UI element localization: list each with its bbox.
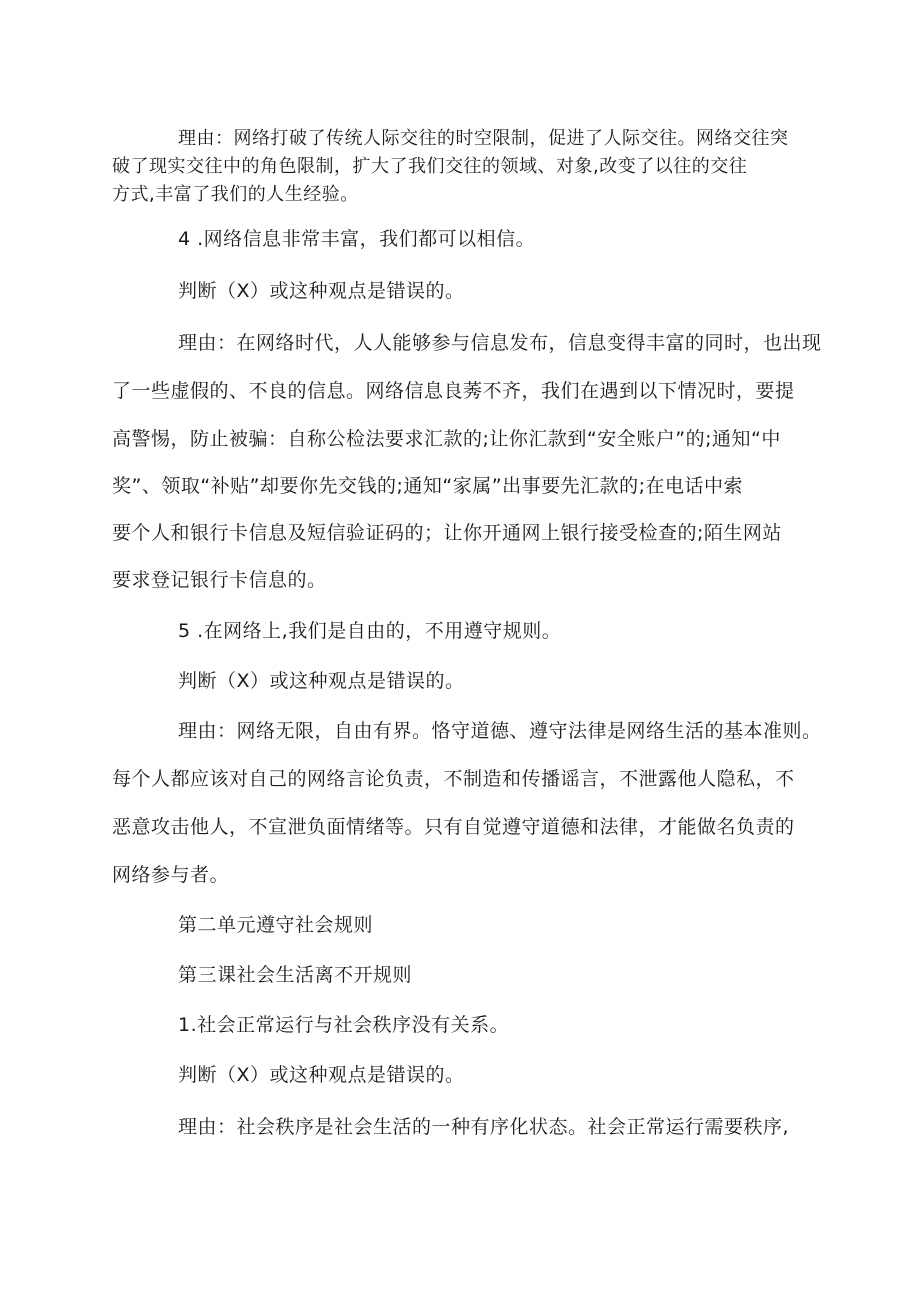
paragraph-line: 每个人都应该对自己的网络言论负责，不制造和传播谣言，不泄露他人隐私，不: [112, 768, 795, 790]
paragraph-line: 了一些虚假的、不良的信息。网络信息良莠不齐，我们在遇到以下情况时，要提: [112, 380, 795, 402]
judgement-line: 判断（X）或这种观点是错误的。: [178, 1064, 465, 1086]
paragraph-line: 理由：在网络时代，人人能够参与信息发布，信息变得丰富的同时，也出现: [178, 332, 822, 354]
paragraph-line: 理由：社会秩序是社会生活的一种有序化状态。社会正常运行需要秩序,: [178, 1116, 790, 1138]
judgement-line: 判断（X）或这种观点是错误的。: [178, 670, 465, 692]
paragraph-line: 恶意攻击他人，不宣泄负面情绪等。只有自觉遵守道德和法律，才能做名负责的: [112, 816, 795, 838]
paragraph-line: 网络参与者。: [112, 864, 230, 886]
paragraph-line: 理由：网络打破了传统人际交往的时空限制，促进了人际交往。网络交往突: [178, 128, 789, 149]
list-item-heading: 5 .在网络上,我们是自由的，不用遵守规则。: [178, 620, 562, 642]
list-item-heading: 1.社会正常运行与社会秩序没有关系。: [178, 1014, 510, 1036]
paragraph-line: 方式,丰富了我们的人生经验。: [112, 184, 359, 205]
judgement-line: 判断（X）或这种观点是错误的。: [178, 280, 465, 302]
paragraph-line: 奖”、领取“补贴”却要你先交钱的;通知“家属”出事要先汇款的;在电话中索: [112, 475, 744, 497]
paragraph-line: 高警惕，防止被骗：自称公检法要求汇款的;让你汇款到“安全账户”的;通知“中: [112, 428, 781, 450]
paragraph-line: 要求登记银行卡信息的。: [112, 569, 327, 591]
lesson-heading: 第三课社会生活离不开规则: [178, 964, 413, 986]
paragraph-line: 破了现实交往中的角色限制，扩大了我们交往的领域、对象,改变了以往的交往: [112, 156, 748, 177]
paragraph-line: 要个人和银行卡信息及短信验证码的；让你开通网上银行接受检查的;陌生网站: [112, 522, 782, 544]
paragraph-line: 理由：网络无限，自由有界。恪守道德、遵守法律是网络生活的基本准则。: [178, 720, 822, 742]
list-item-heading: 4 .网络信息非常丰富，我们都可以相信。: [178, 228, 536, 250]
unit-heading: 第二单元遵守社会规则: [178, 914, 374, 936]
